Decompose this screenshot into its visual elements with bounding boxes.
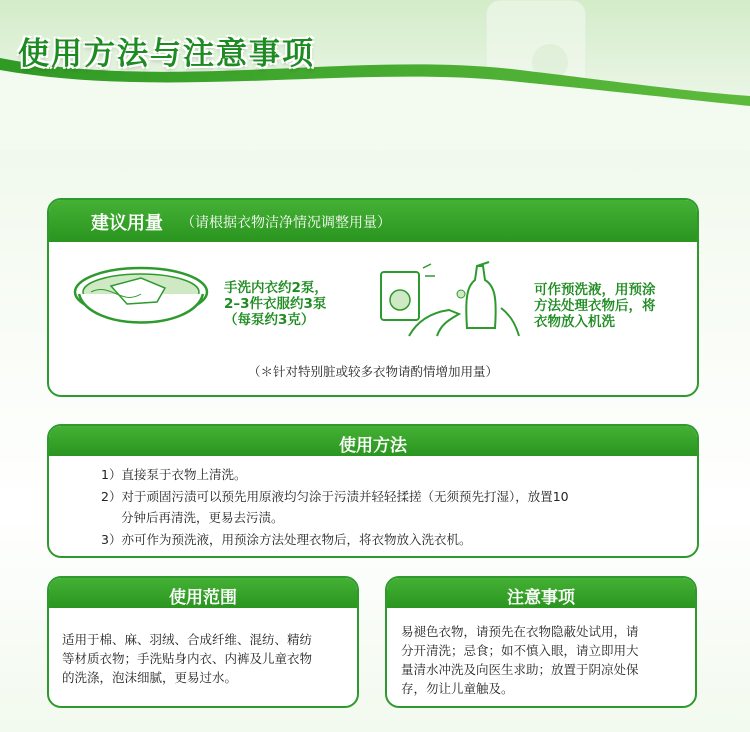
usage-steps: [101, 464, 569, 550]
cautions-text: [401, 622, 639, 698]
dosage-header: [49, 200, 697, 242]
usage-step: 1）直接泵于衣物上清洗。: [101, 467, 247, 482]
header-wave-banner: [0, 0, 750, 150]
cautions-line: 存，勿让儿童触及。: [401, 681, 514, 696]
prewash-instruction: [534, 282, 656, 330]
usage-step: 2）对于顽固污渍可以预先用原液均匀涂于污渍并轻轻揉搓（无须预先打湿），放置10: [101, 488, 569, 504]
usage-title: 使用方法: [339, 436, 407, 456]
dosage-note: （＊针对特别脏或较多衣物请酌情增加用量）: [247, 364, 498, 379]
dosage-section: [47, 198, 699, 397]
page-title: 使用方法与注意事项: [18, 36, 315, 72]
usage-section: [47, 424, 699, 558]
wash-basin-illustration: [71, 262, 211, 342]
usage-header: [49, 426, 697, 456]
scope-line: 适用于棉、麻、羽绒、合成纤维、混纺、精纺: [62, 632, 313, 647]
prewash-line: 衣物放入机洗: [534, 314, 615, 330]
prewash-line: 可作预洗液，用预涂: [534, 282, 656, 298]
scope-section: [47, 576, 359, 708]
scope-header: [49, 578, 357, 608]
hand-wash-line: （每泵约3克）: [224, 312, 315, 328]
scope-text: [62, 630, 312, 687]
cautions-header: [387, 578, 695, 608]
scope-line: 的洗涤，泡沫细腻，更易过水。: [62, 670, 238, 685]
hand-wash-dosage: [224, 280, 328, 328]
cautions-line: 易褪色衣物，请预先在衣物隐蔽处试用，请: [401, 624, 639, 639]
dosage-subtitle: （请根据衣物洁净情况调整用量）: [181, 215, 391, 231]
usage-step: 分钟后再清洗，更易去污渍。: [121, 510, 284, 525]
prewash-line: 方法处理衣物后，将: [534, 298, 656, 314]
cautions-line: 量清水冲洗及向医生求助；放置于阴凉处保: [401, 662, 639, 677]
scope-line: 等材质衣物；手洗贴身内衣、内裤及儿童衣物: [62, 651, 313, 666]
hand-wash-line: 2–3件衣服约3泵: [224, 296, 327, 312]
scope-title: 使用范围: [169, 588, 237, 608]
cautions-line: 分开清洗；忌食；如不慎入眼，请立即用大: [401, 643, 639, 658]
usage-step: 3）亦可作为预洗液，用预涂方法处理衣物后，将衣物放入洗衣机。: [101, 531, 472, 547]
prewash-illustration: [379, 258, 524, 340]
dosage-title: 建议用量: [91, 213, 163, 234]
hand-wash-line: 手洗内衣约2泵，: [224, 280, 328, 296]
cautions-section: [385, 576, 697, 708]
cautions-title: 注意事项: [507, 588, 575, 608]
